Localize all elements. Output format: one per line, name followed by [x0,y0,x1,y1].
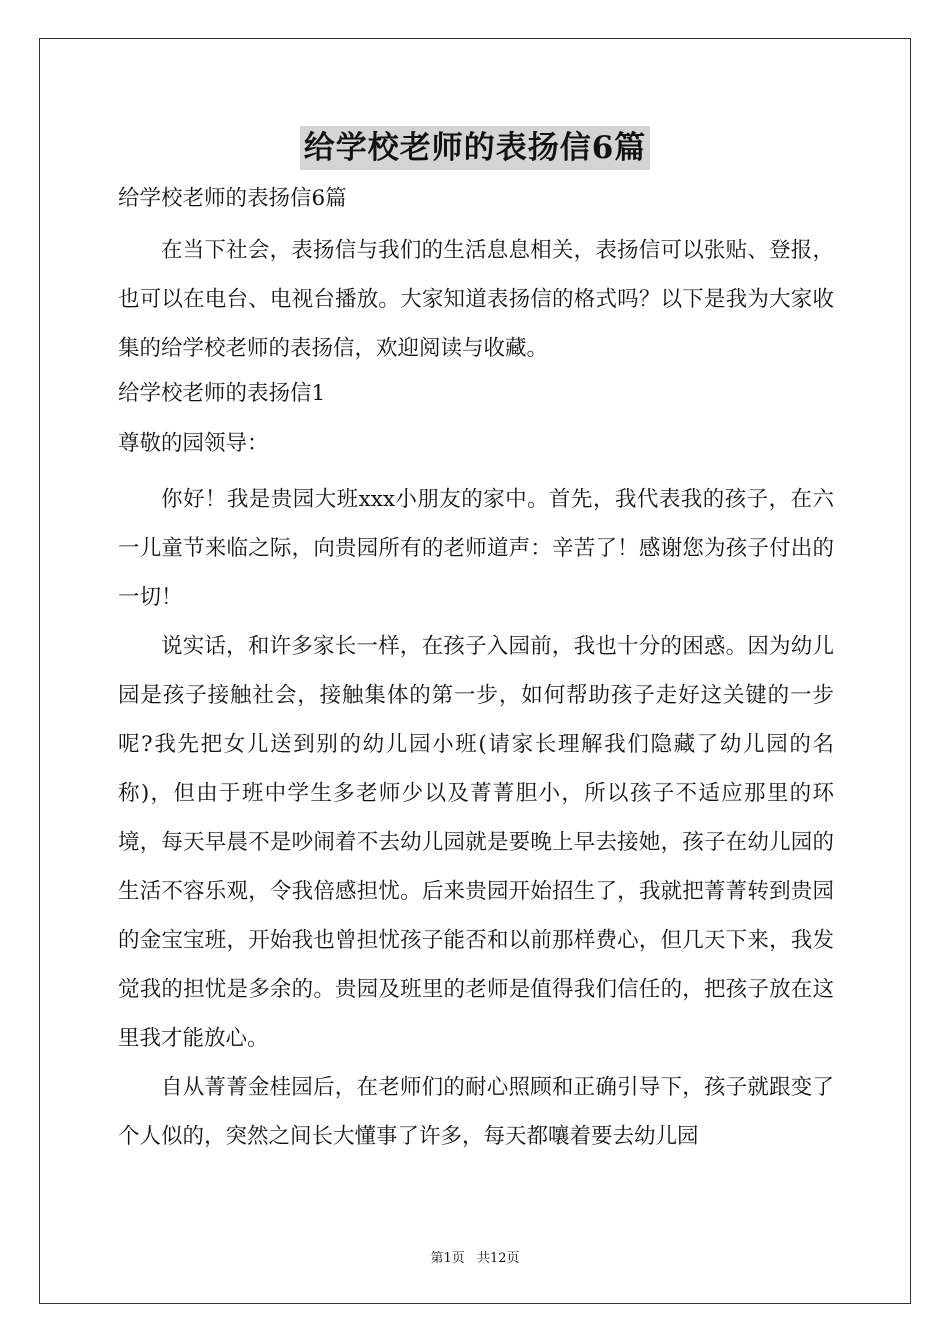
document-subtitle: 给学校老师的表扬信6篇 [118,186,347,211]
page-number: 第1页 [430,1251,465,1266]
body-paragraph: 自从菁菁金桂园后，在老师们的耐心照顾和正确引导下，孩子就跟变了个人似的，突然之间长大懂事了许多，每天都嚷着要去幼儿园 [118,1075,834,1149]
section-heading: 给学校老师的表扬信1 [118,381,326,406]
page-total: 共12页 [476,1251,520,1266]
document-body [118,180,834,1161]
intro-paragraph: 在当下社会，表扬信与我们的生活息息相关，表扬信可以张贴、登报，也可以在电台、电视台播放。大家知道表扬信的格式吗？以下是我为大家收集的给学校老师的表扬信，欢迎阅读与收藏。 [118,238,834,361]
body-paragraph: 说实话，和许多家长一样，在孩子入园前，我也十分的困惑。因为幼儿园是孩子接触社会，接触集体的第一步，如何帮助孩子走好这关键的一步呢?我先把女儿送到别的幼儿园小班(请家长理解我们隐藏了幼儿园的名称)，但由于班中学生多老师少以及菁菁胆小，所以孩子不适应那里的环境，每天早晨不是吵闹着不去幼儿园就是要晚上早去接她，孩子在幼儿园的生活不容乐观，令我倍感担忧。后来贵园开始招生了，我就把菁菁转到贵园的金宝宝班，开始我也曾担忧孩子能否和以前那样费心，但几天下来，我发觉我的担忧是多余的。贵园及班里的老师是值得我们信任的，把孩子放在这里我才能放心。 [118,634,834,1051]
salutation: 尊敬的园领导： [118,431,269,456]
title-container [0,126,950,170]
body-paragraph: 你好！我是贵园大班xxx小朋友的家中。首先，我代表我的孩子，在六一儿童节来临之际，向贵园所有的老师道声：辛苦了！感谢您为孩子付出的一切！ [118,487,834,610]
page-footer [0,1247,950,1266]
document-title: 给学校老师的表扬信6篇 [300,126,651,170]
